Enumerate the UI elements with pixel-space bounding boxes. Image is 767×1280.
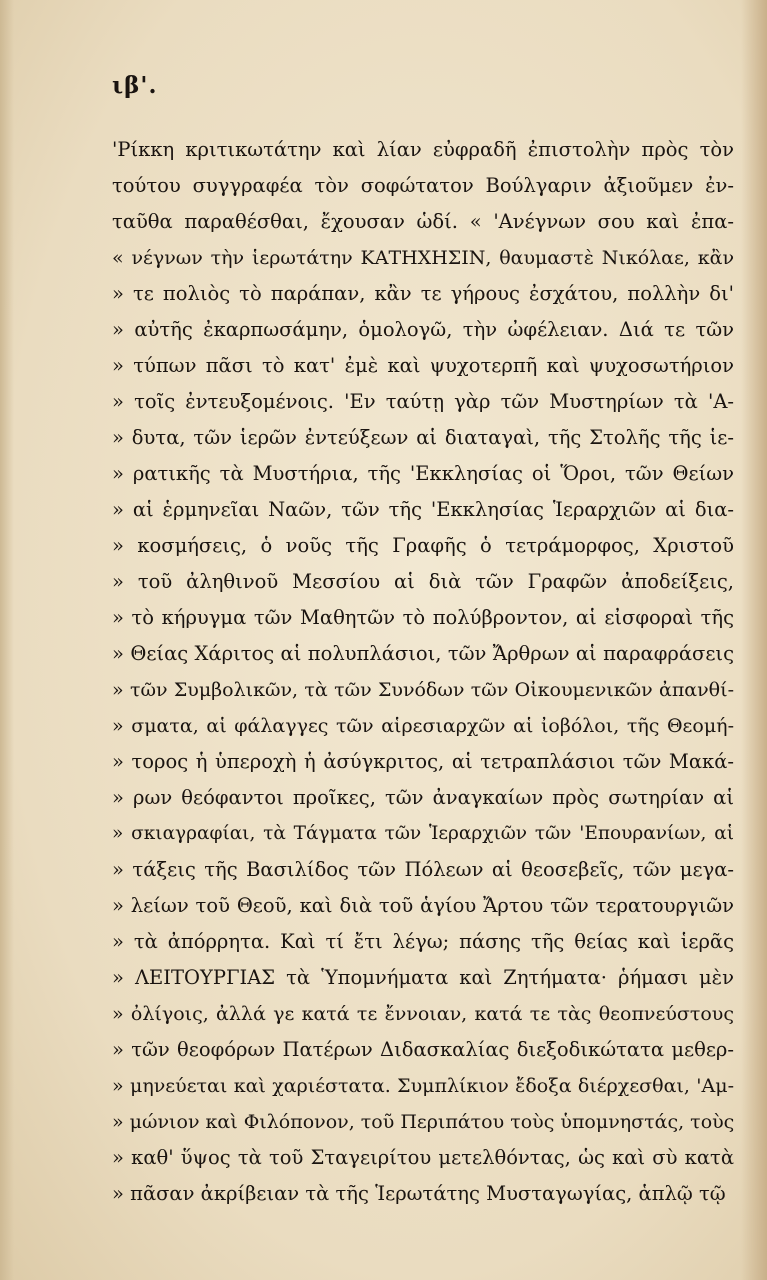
text-line: » τὰ ἀπόρρητα. Καὶ τί ἔτι λέγω; πάσης τῆς θείας καὶ ἱερᾶς xyxy=(112,930,734,953)
text-line: » ρατικῆς τὰ Μυστήρια, τῆς 'Εκκλησίας οἱ Ὅροι, τῶν Θείων xyxy=(112,462,734,485)
text-line: » αὐτῆς ἐκαρπωσάμην, ὁμολογῶ, τὴν ὠφέλειαν. Διά τε τῶν xyxy=(112,318,734,341)
text-line: » σματα, αἱ φάλαγγες τῶν αἱρεσιαρχῶν αἱ ἰοβόλοι, τῆς Θεομή- xyxy=(112,715,734,737)
text-line: » τορος ἡ ὑπεροχὴ ἡ ἀσύγκριτος, αἱ τετραπλάσιοι τῶν Μακά- xyxy=(112,750,734,773)
text-line: » ΛΕΙΤΟΥΡΓΙΑΣ τὰ Ὑπομνήματα καὶ Ζητήματα· ῥήμασι μὲν xyxy=(112,966,734,989)
text-line: » τοῦ ἀληθινοῦ Μεσσίου αἱ διὰ τῶν Γραφῶν ἀποδείξεις, xyxy=(112,570,734,593)
text-line: » τῶν θεοφόρων Πατέρων Διδασκαλίας διεξοδικώτατα μεθερ- xyxy=(112,1038,734,1061)
text-line: » τοῖς ἐντευξομένοις. 'Εν ταύτῃ γὰρ τῶν Μυστηρίων τὰ 'Α- xyxy=(112,390,734,413)
text-line: » τὸ κήρυγμα τῶν Μαθητῶν τὸ πολύβροντον, αἱ εἰσφοραὶ τῆς xyxy=(112,606,734,629)
text-line: « νέγνων τὴν ἱερωτάτην ΚΑΤΗΧΗΣΙΝ, θαυμαστὲ Νικόλαε, κἂν xyxy=(112,247,734,269)
text-line: » μώνιον καὶ Φιλόπονον, τοῦ Περιπάτου τοὺς ὑπομνηστάς, τοὺς xyxy=(112,1111,734,1133)
text-line: » ρων θεόφαντοι προῖκες, τῶν ἀναγκαίων πρὸς σωτηρίαν αἱ xyxy=(112,786,734,809)
text-line: » λείων τοῦ Θεοῦ, καὶ διὰ τοῦ ἁγίου Ἄρτου τῶν τερατουργιῶν xyxy=(112,894,734,917)
text-line: » τε πολιὸς τὸ παράπαν, κἂν τε γήρους ἐσχάτου, πολλὴν δι' xyxy=(112,282,734,305)
page-right-edge-shadow xyxy=(741,0,767,1280)
text-line: » τῶν Συμβολικῶν, τὰ τῶν Συνόδων τῶν Οἰκουμενικῶν ἀπανθί- xyxy=(112,679,734,701)
text-line: » Θείας Χάριτος αἱ πολυπλάσιοι, τῶν Ἄρθρων αἱ παραφράσεις xyxy=(112,642,734,665)
text-line: » ὀλίγοις, ἀλλά γε κατά τε ἔννοιαν, κατά τε τὰς θεοπνεύστους xyxy=(112,1003,734,1025)
text-line: » αἱ ἑρμηνεῖαι Ναῶν, τῶν τῆς 'Εκκλησίας Ἱεραρχιῶν αἱ δια- xyxy=(112,498,734,521)
text-line: » καθ' ὕψος τὰ τοῦ Σταγειρίτου μετελθόντας, ὡς καὶ σὺ κατὰ xyxy=(112,1146,734,1169)
text-line: » τύπων πᾶσι τὸ κατ' ἐμὲ καὶ ψυχοτερπῆ καὶ ψυχοσωτήριον xyxy=(112,354,734,377)
text-line: τούτου συγγραφέα τὸν σοφώτατον Βούλγαριν ἀξιοῦμεν ἐν- xyxy=(112,174,734,197)
text-line: » μηνεύεται καὶ χαριέστατα. Συμπλίκιον ἔδοξα διέρχεσθαι, 'Αμ- xyxy=(112,1075,734,1097)
text-line: ταῦθα παραθέσθαι, ἔχουσαν ὡδί. « 'Ανέγνων σου καὶ ἐπα- xyxy=(112,210,734,233)
text-line: » πᾶσαν ἀκρίβειαν τὰ τῆς Ἱερωτάτης Μυσταγωγίας, ἁπλῷ τῷ xyxy=(112,1182,726,1205)
page-number: ιβ'. xyxy=(112,72,158,99)
text-line: » σκιαγραφίαι, τὰ Τάγματα τῶν Ἱεραρχιῶν τῶν 'Επουρανίων, αἱ xyxy=(112,823,734,844)
text-line: » τάξεις τῆς Βασιλίδος τῶν Πόλεων αἱ θεοσεβεῖς, τῶν μεγα- xyxy=(112,858,734,881)
text-line: 'Ρίκκη κριτικωτάτην καὶ λίαν εὐφραδῆ ἐπιστολὴν πρὸς τὸν xyxy=(112,138,734,161)
text-line: » κοσμήσεις, ὁ νοῦς τῆς Γραφῆς ὁ τετράμορφος, Χριστοῦ xyxy=(112,534,734,557)
text-line: » δυτα, τῶν ἱερῶν ἐντεύξεων αἱ διαταγαὶ, τῆς Στολῆς τῆς ἱε- xyxy=(112,426,734,449)
page-left-edge-shadow xyxy=(0,0,14,1280)
